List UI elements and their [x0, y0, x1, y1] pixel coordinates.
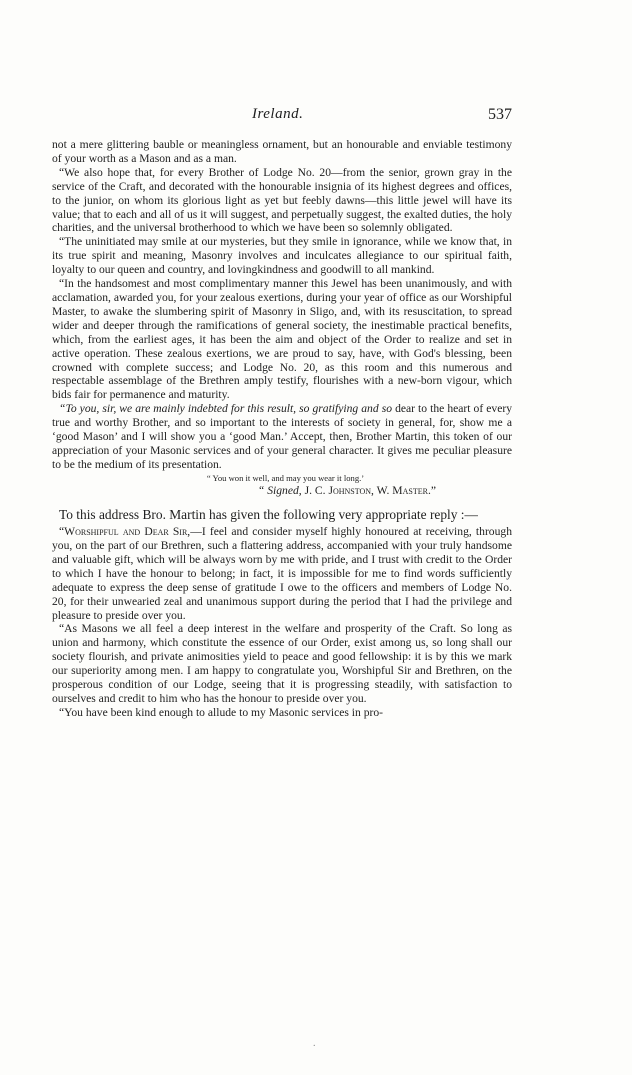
- signature-name: J. C. Johnston, W. Master.”: [304, 483, 436, 497]
- reply-salutation: “Worshipful and Dear Sir,: [59, 525, 191, 539]
- page-mark: .: [313, 1038, 316, 1049]
- paragraph: “The uninitiated may smile at our mysteries, but they smile in ignorance, while we know that, in its true spirit and meaning, Masonry involves and inculcates allegiance to our spiritual faith, loyalty to our queen and country, and lovingkindness and goodwill to all mankind.: [52, 235, 512, 277]
- paragraph: [52, 525, 512, 622]
- body-text: [52, 138, 512, 720]
- running-title: Ireland.: [252, 106, 304, 122]
- signature-prefix: “ Signed,: [257, 483, 302, 497]
- paragraph-continuation: dear to the heart of every true and worthy Brother, and so important to the interests of society in general, for, show me a ‘good Mason’ and I will show you a ‘good Man.’ Accept, then, Brother Martin, this token of our appreciation of your Masonic services and of your general character. It gives me peculiar pleasure to be the medium of its presentation.: [52, 402, 513, 471]
- reply-introduction: To this address Bro. Martin has given the following very appropriate reply :—: [59, 506, 478, 522]
- signature: [52, 484, 512, 498]
- page-number: 537: [488, 106, 512, 123]
- paragraph: “In the handsomest and most complimentary manner this Jewel has been unanimously, and with acclamation, awarded you, for your zealous exertions, during your year of office as our Worshipful Master, to awake the slumbering spirit of Masonry in Sligo, and, with its resuscitation, to spread wider and deeper through the ramifications of general society, the inestimable practical benefits, which, from the earliest ages, it has been the aim and object of the Order to realize and set in active operation. These zealous exertions, we are proud to say, have, with God's blessing, been crowned with complete success; and Lodge No. 20, as this room and this numerous and respectable assemblage of the Brethren amply testify, flourishes with a new-born vigour, which bids fair for permanence and maturity.: [52, 277, 512, 402]
- paragraph: [52, 402, 512, 472]
- italic-text: “To you, sir, we are mainly indebted for this result, so gratifying and so: [59, 402, 393, 416]
- paragraph-continuation: —I feel and consider myself highly honoured at receiving, through you, on the part of our Brethren, such a flattering address, accompanied with your truly handsome and valuable gift, which will be always worn by me with pride, and I trust with credit to the Order to which I have the honour to belong; in fact, it is impossible for me to find words sufficiently adequate to express the deep sense of gratitude I owe to the officers and members of Lodge No. 20, for their unwearied zeal and unanimous support during the period that I had the privilege and pleasure to preside over you.: [52, 525, 512, 622]
- paragraph: “You have been kind enough to allude to my Masonic services in pro-: [59, 705, 384, 719]
- paragraph: “We also hope that, for every Brother of Lodge No. 20—from the senior, grown gray in the service of the Craft, and decorated with the honourable insignia of its highest degrees and offices, to the junior, on whom its glorious light as yet but feebly dawns—this little jewel will have its value; that to each and all of us it will suggest, and perpetually suggest, the exalted duties, the holy charities, and the universal brotherhood to which we have been so solemnly obligated.: [52, 165, 512, 235]
- page-header: [52, 106, 512, 130]
- verse-quote: “ You won it well, and may you wear it long.’: [206, 472, 365, 483]
- paragraph: not a mere glittering bauble or meaningless ornament, but an honourable and enviable testimony of your worth as a Mason and as a man.: [52, 138, 512, 165]
- paragraph: “As Masons we all feel a deep interest in the welfare and prosperity of the Craft. So long as union and harmony, which constitute the essence of our Order, exist among us, so long shall our society flourish, and private animosities yield to peace and good fellowship: it is by this we mark our superiority among men. I am happy to congratulate you, Worshipful Sir and Brethren, on the prosperous condition of our Lodge, seeing that it is progressing steadily, with satisfaction to ourselves and credit to him who has the honour to preside over you.: [52, 622, 512, 705]
